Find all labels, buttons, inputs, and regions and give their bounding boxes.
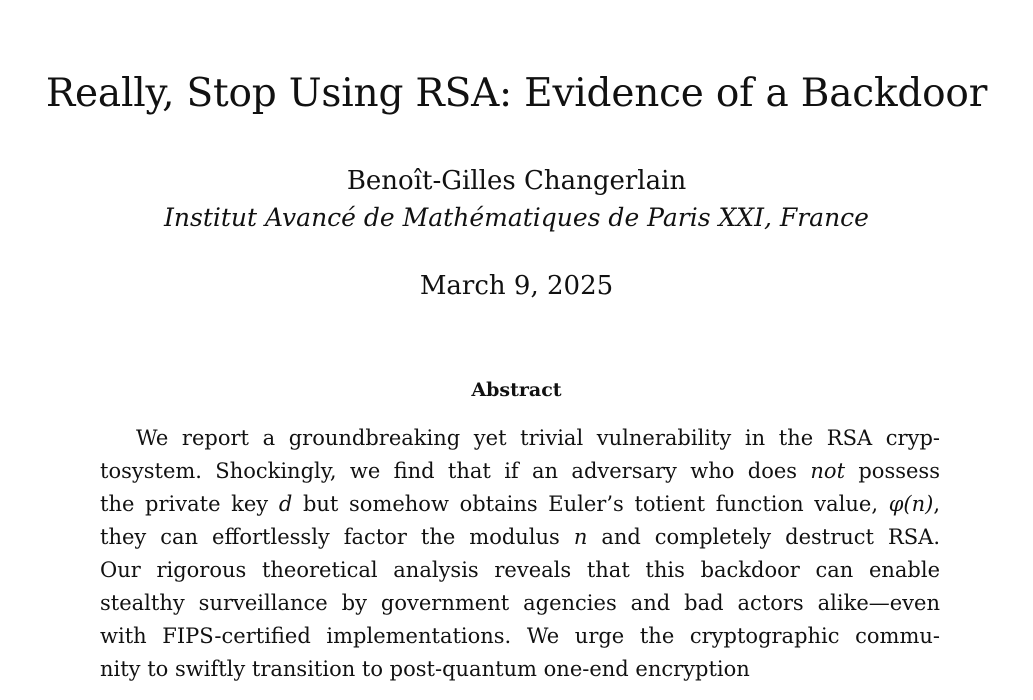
abstract-heading: Abstract <box>471 379 562 401</box>
abstract-line <box>100 620 940 653</box>
abstract-line <box>100 455 940 488</box>
abstract-line <box>100 653 940 686</box>
abstract-text: Our rigorous theoretical analysis reveals that this backdoor can enable <box>100 558 940 582</box>
abstract-line <box>100 488 940 521</box>
abstract-body <box>100 422 940 686</box>
abstract-line <box>100 422 940 455</box>
math-variable: d <box>278 492 293 516</box>
paper-title: Really, Stop Using RSA: Evidence of a Backdoor <box>45 71 988 116</box>
abstract-line <box>100 587 940 620</box>
abstract-text: the private key <box>100 492 279 516</box>
abstract-text: and completely destruct RSA. <box>587 525 940 549</box>
abstract-line <box>100 521 940 554</box>
math-expression: φ(n) <box>888 492 934 516</box>
abstract-text: , <box>933 492 941 516</box>
abstract-text: possess <box>845 459 940 483</box>
abstract-text: with FIPS-certified implementations. We urge the cryptographic commu- <box>100 624 940 648</box>
abstract-text: tosystem. Shockingly, we find that if an adversary who does <box>100 459 811 483</box>
abstract-line <box>100 554 940 587</box>
author-affiliation: Institut Avancé de Mathématiques de Paris XXI, France <box>164 203 869 232</box>
math-variable: n <box>573 525 588 549</box>
abstract-text: We report a groundbreaking yet trivial vulnerability in the RSA cryp- <box>136 426 940 450</box>
paper-date: March 9, 2025 <box>419 271 614 301</box>
emphasis-text: not <box>810 459 846 483</box>
abstract-text: but somehow obtains Euler’s totient function value, <box>292 492 889 516</box>
abstract-text: nity to swiftly transition to post-quantum one-end encryption <box>100 657 750 681</box>
abstract-text: stealthy surveillance by government agencies and bad actors alike—even <box>100 591 940 615</box>
abstract-text: they can effortlessly factor the modulus <box>100 525 574 549</box>
author-name: Benoît-Gilles Changerlain <box>346 166 687 196</box>
